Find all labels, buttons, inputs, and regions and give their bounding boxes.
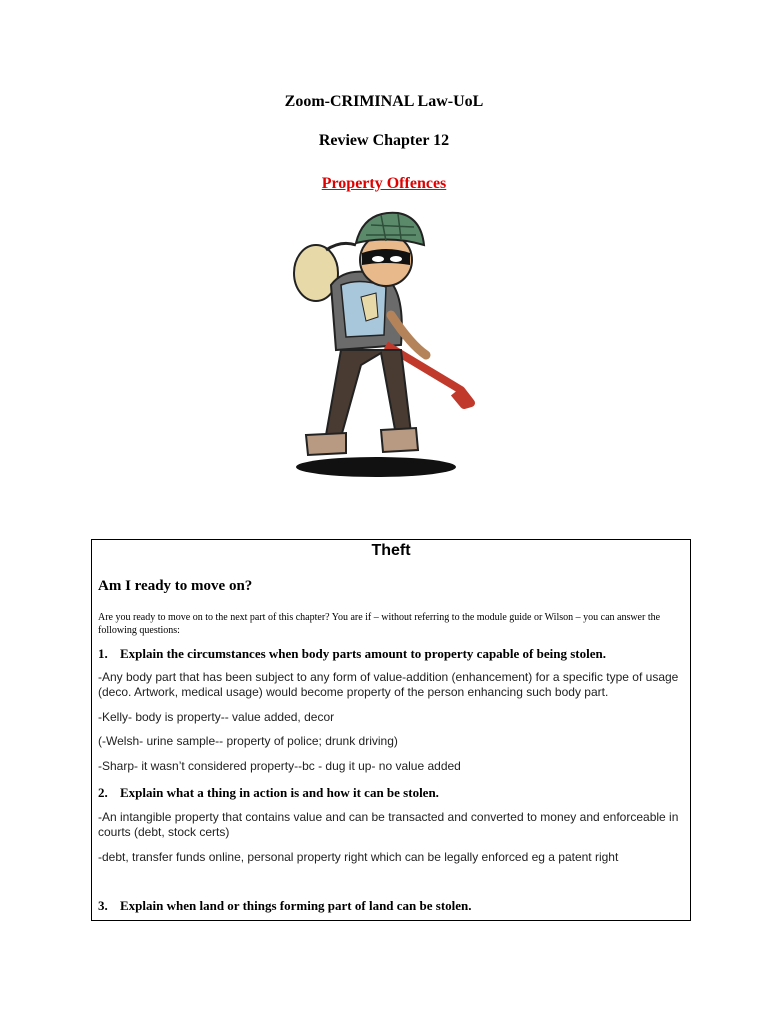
- box-title: Theft: [371, 542, 411, 559]
- question-2: [98, 785, 684, 801]
- document-title: Zoom-CRIMINAL Law-UoL: [284, 93, 484, 110]
- question-number: 3.: [98, 898, 108, 913]
- question-text: Explain the circumstances when body parts amount to property capable of being stolen.: [120, 646, 606, 661]
- answer-text: -An intangible property that contains value and can be transacted and converted to money and enforceable in courts (debt, stock certs): [98, 810, 679, 839]
- answer-text: -Kelly- body is property-- value added, decor: [98, 710, 335, 724]
- topic-title: Property Offences: [321, 175, 447, 192]
- burglar-illustration: [286, 205, 486, 485]
- answer-text: (-Welsh- urine sample-- property of police; drunk driving): [98, 734, 398, 748]
- chapter-title: Review Chapter 12: [318, 132, 450, 149]
- question-1: [98, 646, 684, 662]
- answer-text: -Sharp- it wasn’t considered property--bc - dug it up- no value added: [98, 759, 461, 773]
- question-number: 2.: [98, 785, 108, 800]
- answer-text: -debt, transfer funds online, personal property right which can be legally enforced eg a patent right: [98, 850, 619, 864]
- question-number: 1.: [98, 646, 108, 661]
- question-3: [98, 898, 684, 914]
- theft-review-box: [91, 539, 691, 921]
- question-text: Explain when land or things forming part of land can be stolen.: [120, 898, 472, 913]
- question-text: Explain what a thing in action is and how it can be stolen.: [120, 785, 439, 800]
- intro-text: Are you ready to move on to the next part of this chapter? You are if – without referring to the module guide or Wilson – you can answer the following questions:: [98, 612, 661, 636]
- answer-text: -Any body part that has been subject to any form of value-addition (enhancement) for a specific type of usage (deco. Artwork, medical usage) would become property of the person enhancing such body part.: [98, 670, 679, 699]
- section-heading: Am I ready to move on?: [98, 578, 253, 594]
